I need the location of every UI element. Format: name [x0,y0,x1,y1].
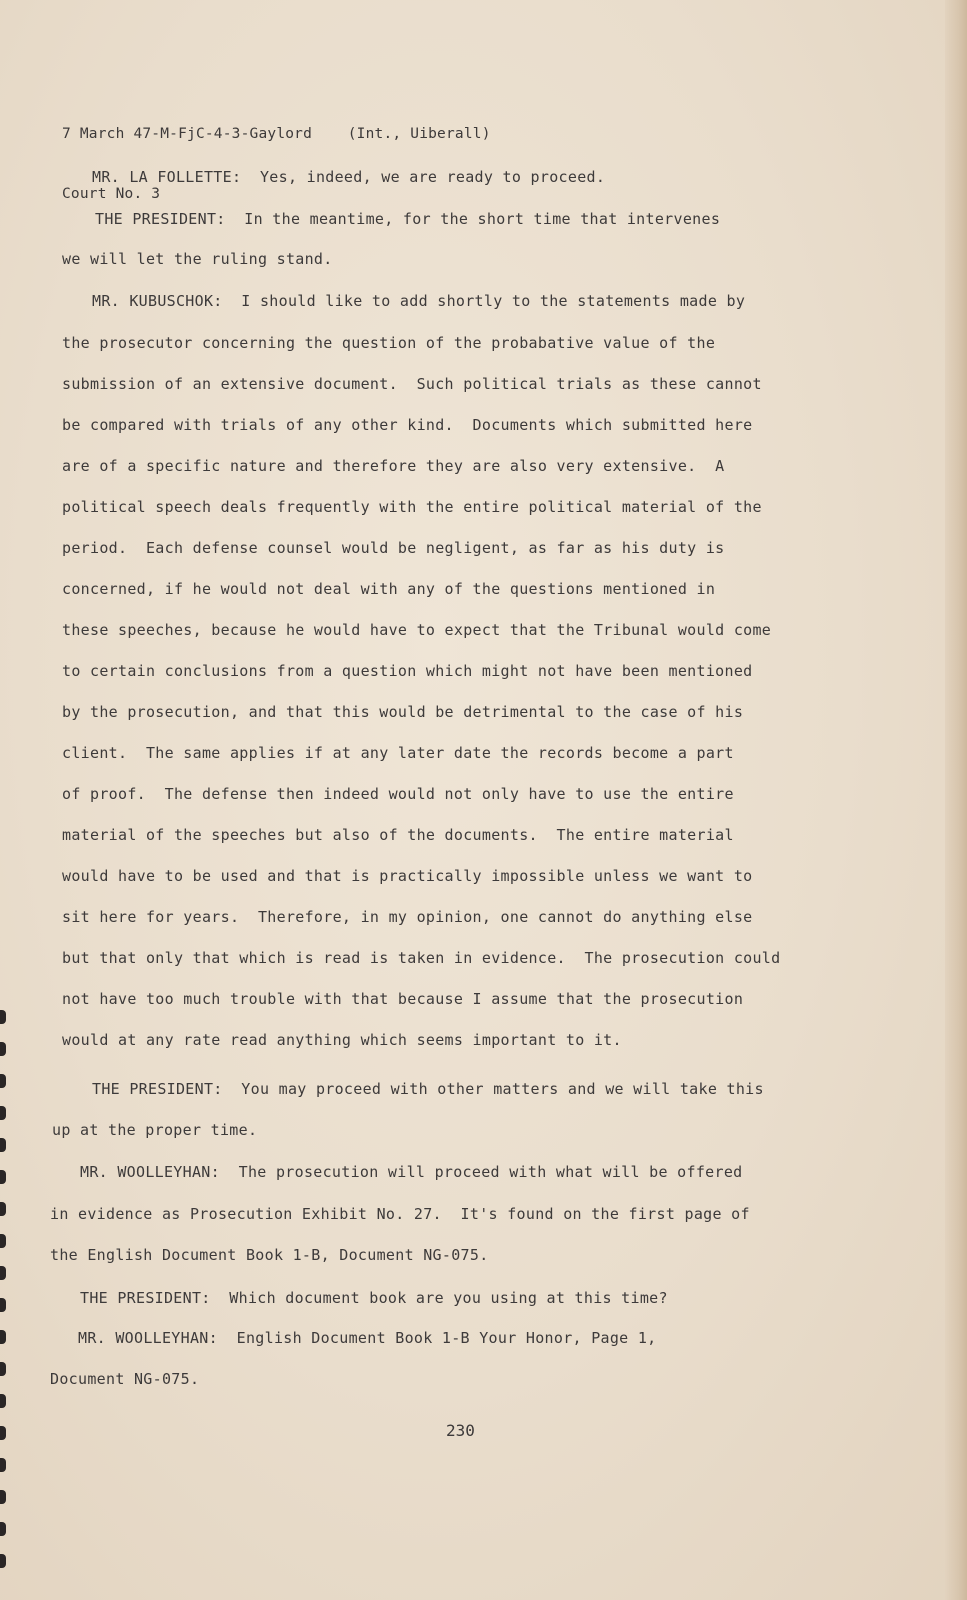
text-line: but that only that which is read is taken in evidence. The prosecution could [62,949,781,967]
text-line: client. The same applies if at any later date the records become a part [62,744,734,762]
header-court-line: Court No. 3 [62,186,161,202]
text-line: period. Each defense counsel would be negligent, as far as his duty is [62,539,725,557]
text-line: would at any rate read anything which seems important to it. [62,1031,622,1049]
text-line: are of a specific nature and therefore they are also very extensive. A [62,457,725,475]
text-line: in evidence as Prosecution Exhibit No. 27. It's found on the first page of [50,1205,750,1223]
text-line: concerned, if he would not deal with any of the questions mentioned in [62,580,716,598]
text-line: we will let the ruling stand. [62,250,333,268]
text-line: the prosecutor concerning the question of the probabative value of the [62,334,716,352]
text-line: by the prosecution, and that this would be detrimental to the case of his [62,703,744,721]
text-line: sit here for years. Therefore, in my opinion, one cannot do anything else [62,908,753,926]
text-line: MR. WOOLLEYHAN: The prosecution will proceed with what will be offered [80,1163,743,1181]
text-line: would have to be used and that is practically impossible unless we want to [62,867,753,885]
page-number: 230 [446,1421,475,1440]
text-line: submission of an extensive document. Such political trials as these cannot [62,375,762,393]
text-line: MR. KUBUSCHOK: I should like to add shortly to the statements made by [92,292,746,310]
header-case-line: 7 March 47-M-FjC-4-3-Gaylord (Int., Uiberall) [62,126,491,142]
text-line: political speech deals frequently with the entire political material of the [62,498,762,516]
text-line: be compared with trials of any other kind. Documents which submitted here [62,416,753,434]
binding-holes [0,1010,6,1600]
text-line: material of the speeches but also of the documents. The entire material [62,826,734,844]
text-line: THE PRESIDENT: Which document book are you using at this time? [80,1289,668,1307]
text-line: not have too much trouble with that because I assume that the prosecution [62,990,744,1008]
text-line: Document NG-075. [50,1370,200,1388]
text-line: these speeches, because he would have to expect that the Tribunal would come [62,621,772,639]
text-line: THE PRESIDENT: You may proceed with other matters and we will take this [92,1080,764,1098]
text-line: THE PRESIDENT: In the meantime, for the short time that intervenes [95,210,721,228]
text-line: of proof. The defense then indeed would not only have to use the entire [62,785,734,803]
text-line: MR. LA FOLLETTE: Yes, indeed, we are ready to proceed. [92,168,606,186]
text-line: the English Document Book 1-B, Document NG-075. [50,1246,489,1264]
text-line: MR. WOOLLEYHAN: English Document Book 1-B Your Honor, Page 1, [78,1329,657,1347]
text-line: up at the proper time. [52,1121,258,1139]
page-edge-shadow [945,0,967,1600]
text-line: to certain conclusions from a question which might not have been mentioned [62,662,753,680]
